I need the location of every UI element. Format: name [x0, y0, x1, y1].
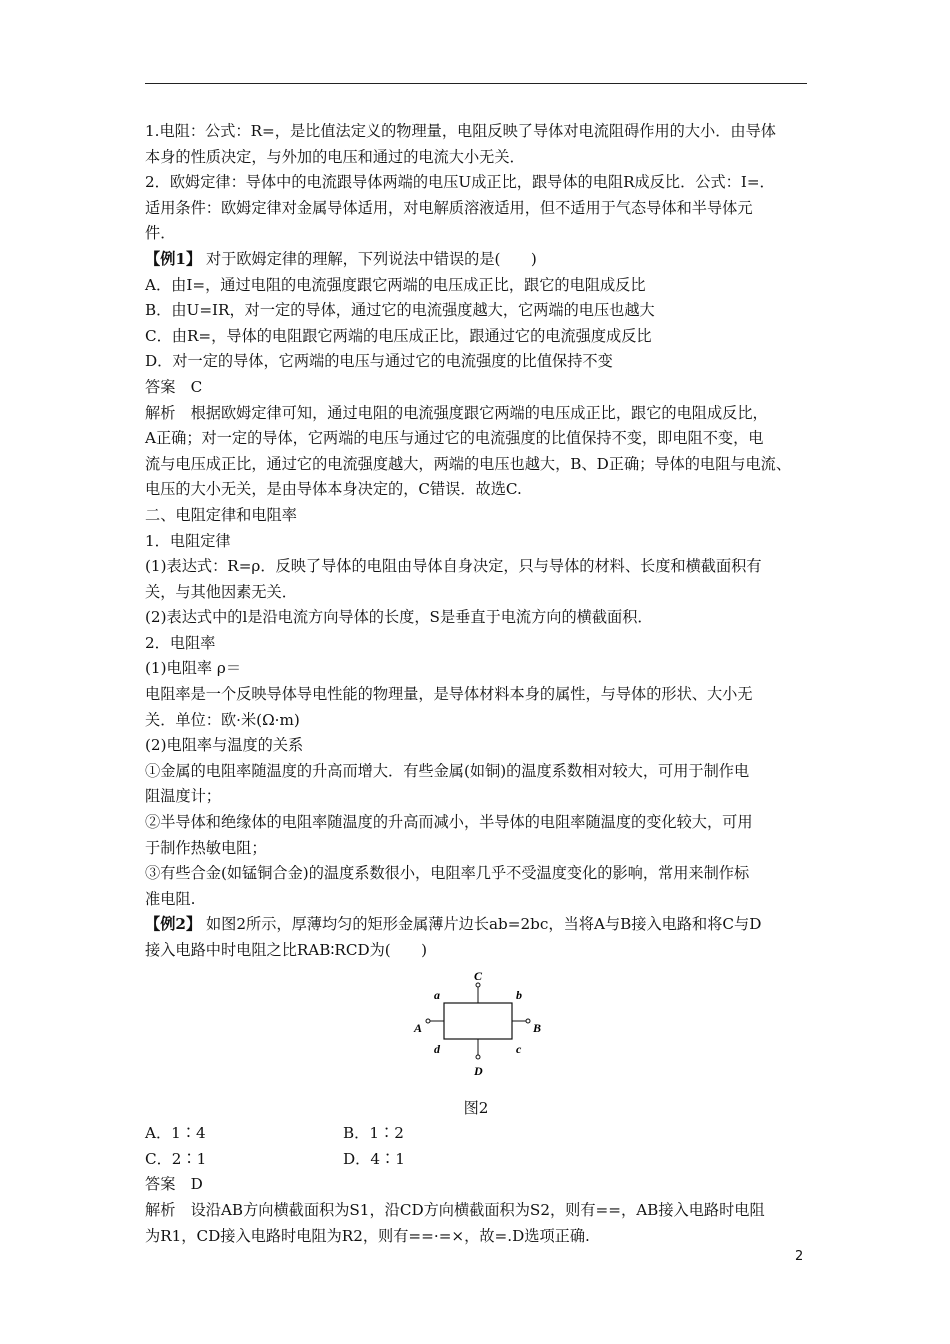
terminal-d [476, 1055, 480, 1059]
analysis-line: 解析 设沿AB方向横截面积为S1，沿CD方向横截面积为S2，则有==，AB接入电路时电阻 [145, 1200, 765, 1219]
line: 本身的性质决定，与外加的电压和通过的电流大小无关． [145, 147, 525, 166]
label-d: d [434, 1041, 440, 1056]
example1-question: 【例1】 对于欧姆定律的理解，下列说法中错误的是( ) [145, 249, 537, 268]
terminal-c [476, 983, 480, 987]
line: ①金属的电阻率随温度的升高而增大．有些金属(如铜)的温度系数相对较大，可用于制作电 [145, 761, 750, 780]
option-a: A．由I=，通过电阻的电流强度跟它两端的电压成正比，跟它的电阻成反比 [145, 275, 646, 294]
option-d: D．对一定的导体，它两端的电压与通过它的电流强度的比值保持不变 [145, 352, 613, 371]
analysis-line: A正确；对一定的导体，它两端的电压与通过它的电流强度的比值保持不变，即电阻不变，电 [145, 429, 764, 448]
option-b: B．1∶2 [343, 1124, 404, 1143]
terminal-b [526, 1019, 530, 1023]
terminal-a [426, 1019, 430, 1023]
subheading: 2．电阻率 [145, 633, 216, 652]
option-b: B．由U=IR，对一定的导体，通过它的电流强度越大，它两端的电压也越大 [145, 301, 655, 320]
label-c: c [516, 1041, 522, 1056]
line: 2．欧姆定律：导体中的电流跟导体两端的电压U成正比，跟导体的电阻R成反比．公式：I=． [145, 173, 775, 192]
line: 电阻率是一个反映导体导电性能的物理量，是导体材料本身的属性，与导体的形状、大小无 [145, 685, 753, 704]
line: 关．单位：欧·米(Ω·m) [145, 710, 300, 729]
page-number: 2 [795, 1249, 804, 1264]
line: (2)表达式中的l是沿电流方向导体的长度，S是垂直于电流方向的横截面积． [145, 608, 653, 627]
label-B: B [533, 1020, 542, 1035]
label-D: D [474, 1063, 483, 1078]
line: 适用条件：欧姆定律对金属导体适用，对电解质溶液适用，但不适用于气态导体和半导体元 [145, 198, 753, 217]
sheet-rect [444, 1003, 512, 1039]
answer: 答案 C [145, 377, 203, 396]
line: ②半导体和绝缘体的电阻率随温度的升高而减小，半导体的电阻率随温度的变化较大，可用 [145, 813, 753, 832]
option-c: C．2∶1 [145, 1149, 207, 1168]
line: 阻温度计； [145, 787, 221, 806]
analysis-line: 流与电压成正比，通过它的电流强度越大，两端的电压也越大，B、D正确；导体的电阻与电流、 [145, 454, 792, 473]
analysis-line: 电压的大小无关，是由导体本身决定的，C错误．故选C. [145, 480, 522, 499]
line: 关，与其他因素无关． [145, 582, 297, 601]
answer: 答案 D [145, 1175, 203, 1194]
line: 准电阻. [145, 889, 196, 908]
line: ③有些合金(如锰铜合金)的温度系数很小，电阻率几乎不受温度变化的影响，常用来制作标 [145, 864, 750, 883]
header-rule [145, 83, 807, 84]
options-row [145, 1121, 817, 1147]
figure-2 [145, 968, 817, 1096]
label-C: C [474, 968, 483, 983]
options-row [145, 1147, 817, 1173]
subheading: 1．电阻定律 [145, 531, 231, 550]
page-content [145, 119, 817, 1249]
label-b: b [516, 987, 522, 1002]
option-c: C．由R=，导体的电阻跟它两端的电压成正比，跟通过它的电流强度成反比 [145, 326, 652, 345]
metal-sheet-diagram [410, 968, 550, 1094]
option-d: D．4∶1 [343, 1149, 405, 1168]
analysis-line: 解析 根据欧姆定律可知，通过电阻的电流强度跟它两端的电压成正比，跟它的电阻成反比， [145, 403, 768, 422]
line: 件． [145, 224, 176, 243]
label-A: A [414, 1020, 423, 1035]
analysis-line: 为R1，CD接入电路时电阻为R2，则有==·=×，故=.D选项正确. [145, 1226, 590, 1245]
line: 接入电路中时电阻之比RAB∶RCD为( ) [145, 941, 428, 959]
example-tag: 【例1】 [145, 249, 202, 268]
line: 1.电阻：公式：R=，是比值法定义的物理量，电阻反映了导体对电流阻碍作用的大小．由导体 [145, 122, 776, 140]
line: (2)电阻率与温度的关系 [145, 736, 304, 755]
figure-caption: 图2 [463, 1098, 489, 1117]
example2-question: 【例2】 如图2所示，厚薄均匀的矩形金属薄片边长ab=2bc，当将A与B接入电路和将C与D [145, 915, 762, 934]
example-tag: 【例2】 [145, 915, 202, 934]
section-heading: 二、电阻定律和电阻率 [145, 505, 297, 524]
option-a: A．1∶4 [145, 1124, 206, 1143]
line: 于制作热敏电阻； [145, 838, 267, 857]
line: (1)表达式：R=ρ．反映了导体的电阻由导体自身决定，只与导体的材料、长度和横截面积有 [145, 557, 762, 576]
line: (1)电阻率 ρ＝ [145, 659, 242, 678]
label-a: a [434, 987, 440, 1002]
